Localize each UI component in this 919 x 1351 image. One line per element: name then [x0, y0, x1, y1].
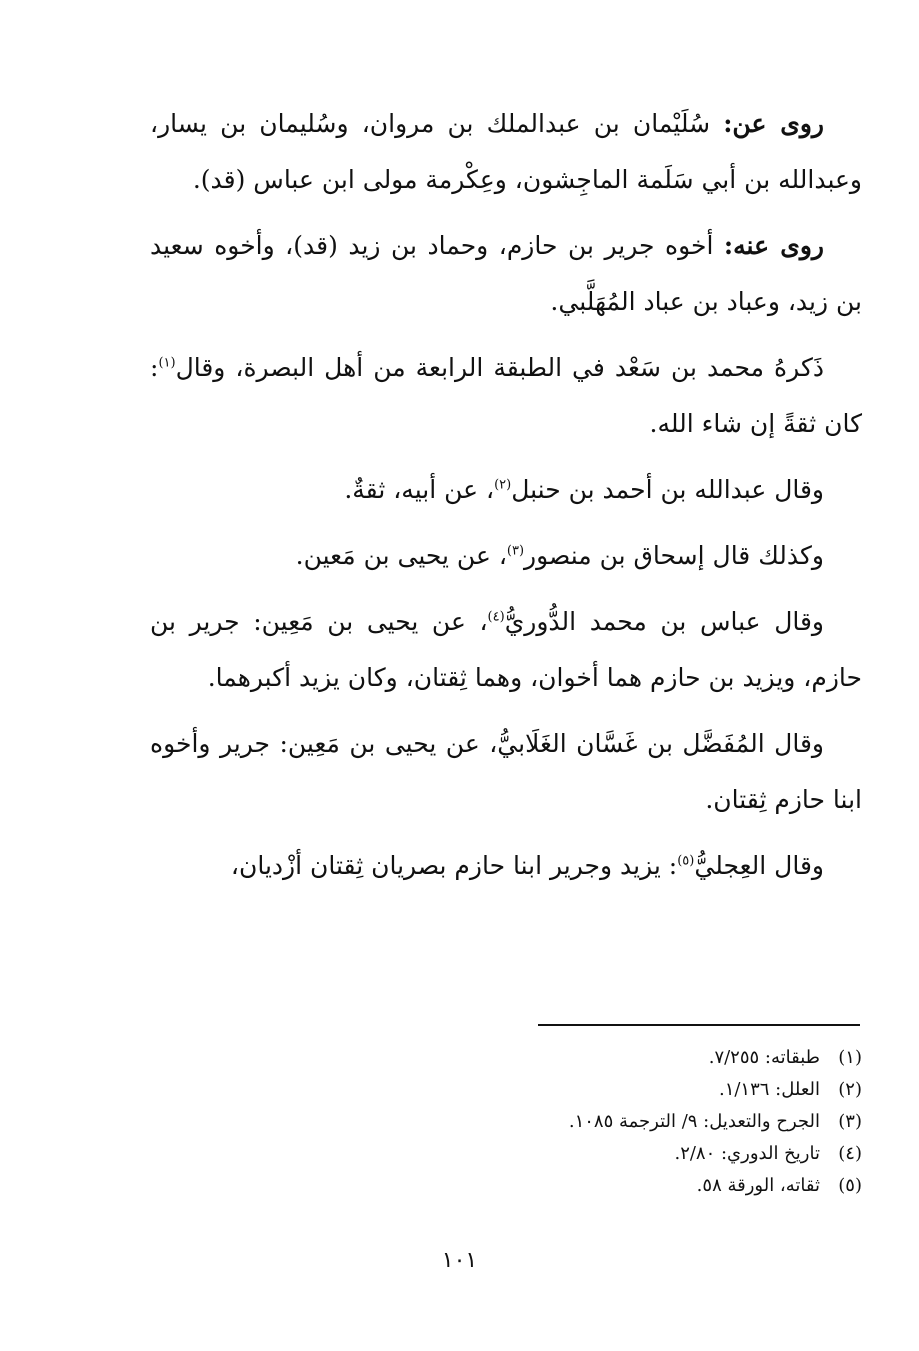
footnote-number: (٣): [838, 1111, 862, 1132]
footnote-text: العلل: ١/١٣٦.: [718, 1079, 820, 1100]
paragraph-text: وقال المُفَضَّل بن غَسَّان الغَلَابيُّ، عن يحيى بن مَعِين: جرير وأخوه ابنا حازم ثِقتان.: [150, 729, 862, 814]
paragraph-text: : كان ثقةً إن شاء الله.: [150, 353, 862, 438]
paragraph-narrated-by: [150, 218, 862, 330]
footnote-item: [300, 1170, 862, 1202]
footnote-number: (٥): [838, 1175, 862, 1196]
paragraph-ibn-sad: [150, 340, 862, 452]
lead-label: روى عن:: [723, 109, 824, 138]
footnote-marker: (٥): [677, 853, 695, 869]
paragraph-abbas-al-duri: [150, 594, 862, 706]
footnote-number: (١): [838, 1047, 862, 1068]
footnote-item: [300, 1138, 862, 1170]
footnote-marker: (٤): [487, 609, 505, 625]
page-number: ١٠١: [441, 1248, 478, 1273]
paragraph-text: وقال عباس بن محمد الدُّوريُّ: [504, 607, 824, 636]
paragraph-text: : يزيد وجرير ابنا حازم بصريان ثِقتان أزْديان،: [230, 851, 678, 880]
paragraph-text: وقال العِجليُّ: [694, 851, 824, 880]
paragraph-text: ، عن أبيه، ثقةٌ.: [344, 475, 495, 504]
footnote-marker: (٢): [494, 477, 512, 493]
paragraph-text: وقال عبدالله بن أحمد بن حنبل: [511, 475, 824, 504]
footnote-text: تاريخ الدوري: ٢/٨٠.: [674, 1143, 820, 1164]
footnote-separator: [538, 1024, 860, 1026]
footnote-number: (٤): [838, 1143, 862, 1164]
paragraph-al-ijli: [150, 838, 862, 894]
footnote-text: ثقاته، الورقة ٥٨.: [696, 1175, 820, 1196]
footnote-marker: (٣): [506, 543, 525, 559]
paragraph-al-mufaddal: [150, 716, 862, 828]
footnotes: [300, 1042, 862, 1202]
paragraph-text: ، عن يحيى بن مَعِين: جرير بن حازم، ويزيد بن حازم هما أخوان، وهما ثِقتان، وكان يزيد أكبرهما.: [150, 607, 862, 692]
footnote-item: [300, 1074, 862, 1106]
paragraph-text: ، عن يحيى بن مَعين.: [295, 541, 507, 570]
paragraph-ishaq-ibn-mansur: [150, 528, 862, 584]
lead-label: روى عنه:: [723, 231, 824, 260]
footnote-text: طبقاته: ٧/٢٥٥.: [708, 1047, 820, 1068]
paragraph-text: سُلَيْمان بن عبدالملك بن مروان، وسُليمان بن يسار، وعبدالله بن أبي سَلَمة الماجِشون، وعِكْرمة مولى ابن عباس (قد).: [150, 109, 862, 194]
footnote-number: (٢): [838, 1079, 862, 1100]
footnote-marker: (١): [158, 355, 176, 371]
paragraph-text: ذَكرهُ محمد بن سَعْد في الطبقة الرابعة من أهل البصرة، وقال: [175, 353, 824, 382]
paragraph-text: أخوه جرير بن حازم، وحماد بن زيد (قد)، وأخوه سعيد بن زيد، وعباد بن عباد المُهَلَّبي.: [150, 231, 862, 316]
paragraph-narrated-from: [150, 96, 862, 208]
paragraph-abdullah-ibn-ahmad: [150, 462, 862, 518]
footnote-item: [300, 1042, 862, 1074]
paragraph-text: وكذلك قال إسحاق بن منصور: [524, 541, 824, 570]
footnote-text: الجرح والتعديل: ٩/ الترجمة ١٠٨٥.: [568, 1111, 820, 1132]
footnote-item: [300, 1106, 862, 1138]
main-text: [150, 96, 862, 904]
